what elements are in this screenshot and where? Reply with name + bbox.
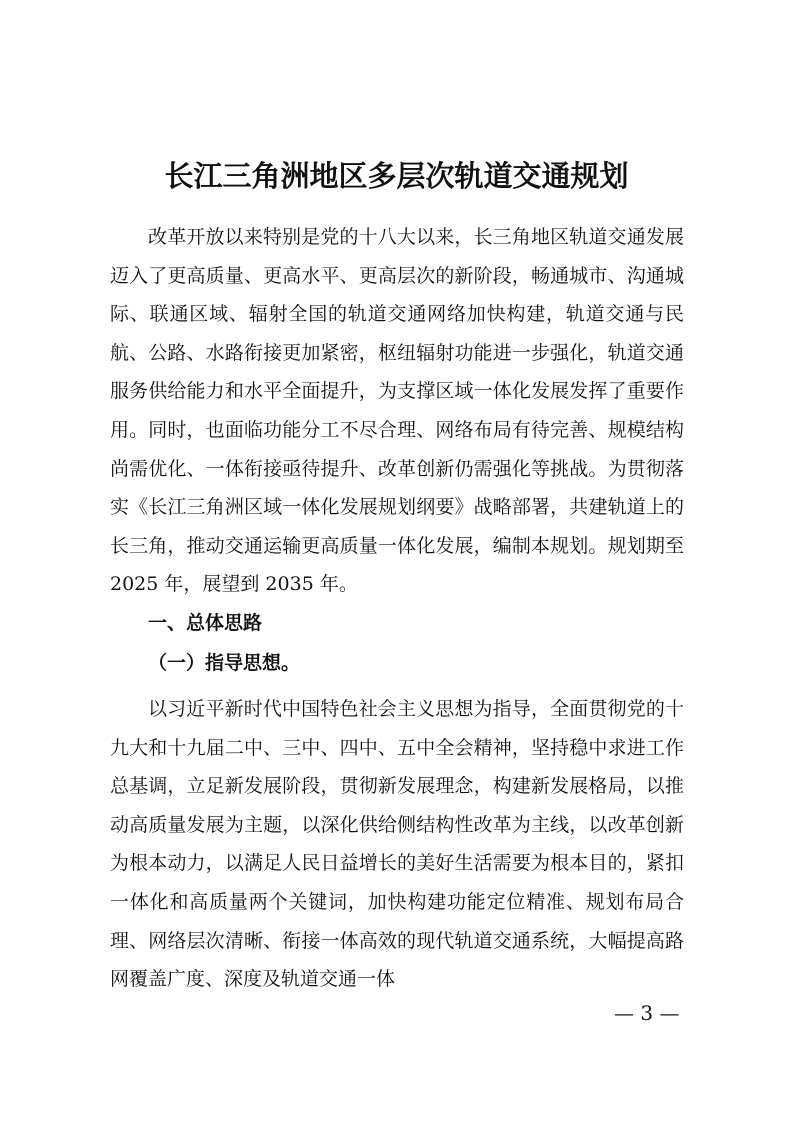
intro-paragraph: 改革开放以来特别是党的十八大以来，长三角地区轨道交通发展迈入了更高质量、更高水平、更高层次的新阶段，畅通城市、沟通城际、联通区域、辐射全国的轨道交通网络加快构建，轨道交通与民航、公路、水路衔接更加紧密，枢纽辐射功能进一步强化，轨道交通服务供给能力和水平全面提升，为支撑区域一体化发展发挥了重要作用。同时，也面临功能分工不尽合理、网络布局有待完善、规模结构尚需优化、一体衔接亟待提升、改革创新仍需强化等挑战。为贯彻落实《长江三角洲区域一体化发展规划纲要》战略部署，共建轨道上的长三角，推动交通运输更高质量一体化发展，编制本规划。规划期至 2025 年，展望到 2035 年。 <box>110 226 684 596</box>
page-title: 长江三角洲地区多层次轨道交通规划 <box>164 159 629 194</box>
subsection-heading: （一）指导思想。 <box>148 652 301 674</box>
page-number: — 3 — <box>614 1001 680 1025</box>
guiding-paragraph: 以习近平新时代中国特色社会主义思想为指导，全面贯彻党的十九大和十九届二中、三中、四中、五中全会精神，坚持稳中求进工作总基调，立足新发展阶段，贯彻新发展理念，构建新发展格局，以推动高质量发展为主题，以深化供给侧结构性改革为主线，以改革创新为根本动力，以满足人民日益增长的美好生活需要为根本目的，紧扣一体化和高质量两个关键词，加快构建功能定位精准、规划布局合理、网络层次清晰、衔接一体高效的现代轨道交通系统，大幅提高路网覆盖广度、深度及轨道交通一体 <box>110 698 684 991</box>
section-heading: 一、总体思路 <box>148 612 263 634</box>
